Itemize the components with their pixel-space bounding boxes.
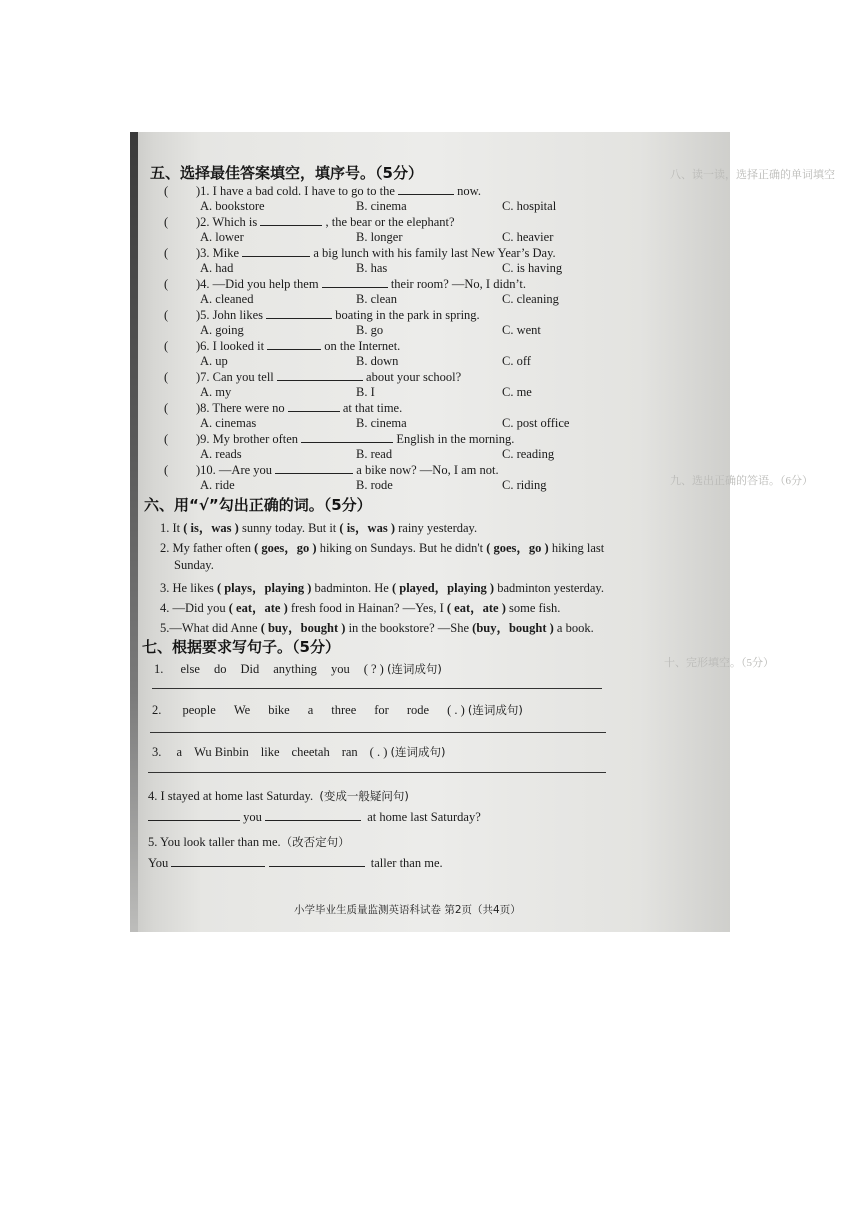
answer-word: at home last Saturday? xyxy=(367,810,481,824)
option-a: A. ride xyxy=(200,478,235,492)
sentence-text: rainy yesterday. xyxy=(394,521,478,535)
option-b: B. down xyxy=(356,354,399,368)
check-item-3 xyxy=(160,578,604,596)
answer-paren[interactable]: ( xyxy=(164,246,169,260)
mc-question-4 xyxy=(164,277,526,292)
answer-paren[interactable]: ( xyxy=(164,308,169,322)
word-choice[interactable]: ( buy，bought ) xyxy=(260,621,346,635)
scrambled-word: like xyxy=(260,745,280,759)
scrambled-word: for xyxy=(374,703,389,717)
fill-blank[interactable] xyxy=(260,225,322,226)
exam-page xyxy=(142,132,835,932)
question-stem: )10. —Are you xyxy=(196,463,273,477)
scrambled-word: people xyxy=(182,703,216,717)
option-c: C. me xyxy=(502,385,532,399)
word-choice[interactable]: ( is，was ) xyxy=(339,521,395,535)
q-number: 2. xyxy=(152,703,162,717)
question-stem: )1. I have a bad cold. I have to go to the xyxy=(196,184,395,198)
mc-question-2 xyxy=(164,215,455,230)
sentence-text: hiking last xyxy=(548,541,605,555)
sentence-text: 2. My father often xyxy=(160,541,255,555)
sentence-text: some fish. xyxy=(505,601,561,615)
question-stem: )4. —Did you help them xyxy=(196,277,319,291)
answer-paren[interactable]: ( xyxy=(164,215,169,229)
word-choice[interactable]: ( plays，playing ) xyxy=(216,581,312,595)
answer-line[interactable] xyxy=(150,732,606,733)
question-stem-end: their room? —No, I didn’t. xyxy=(390,277,526,291)
sentence-text: 5.—What did Anne xyxy=(160,621,261,635)
mc-question-3 xyxy=(164,246,556,261)
question-stem-end: a bike now? —No, I am not. xyxy=(356,463,499,477)
answer-paren[interactable]: ( xyxy=(164,277,169,291)
mc-question-1 xyxy=(164,184,481,199)
instruction-hint: (变成一般疑问句) xyxy=(319,789,409,803)
option-a: A. going xyxy=(200,323,244,337)
q-number: 3. xyxy=(152,745,162,759)
option-b: B. cinema xyxy=(356,416,407,430)
question-stem-end: boating in the park in spring. xyxy=(335,308,480,322)
s7-q2 xyxy=(152,702,523,718)
scrambled-word: ( ? ) xyxy=(363,662,384,676)
question-stem-end: at that time. xyxy=(342,401,403,415)
option-b: B. clean xyxy=(356,292,397,306)
question-stem-end: , the bear or the elephant? xyxy=(325,215,455,229)
sentence-text: 1. It xyxy=(160,521,184,535)
fill-blank[interactable] xyxy=(277,380,363,381)
mc-question-10 xyxy=(164,463,499,478)
instruction-hint: (连词成句) xyxy=(390,745,446,759)
sentence-text: badminton. He xyxy=(311,581,392,595)
answer-word: taller than me. xyxy=(370,856,443,870)
mc-question-8 xyxy=(164,401,402,416)
sentence-text: 4. —Did you xyxy=(160,601,229,615)
fill-blank[interactable] xyxy=(242,256,310,257)
question-stem: )3. Mike xyxy=(196,246,240,260)
answer-paren[interactable]: ( xyxy=(164,463,169,477)
mc-question-6 xyxy=(164,339,400,354)
scrambled-word: cheetah xyxy=(291,745,330,759)
option-c: C. is having xyxy=(502,261,563,275)
sentence-text: sunny today. But it xyxy=(238,521,340,535)
answer-blank[interactable] xyxy=(269,866,365,867)
check-item-5 xyxy=(160,618,594,636)
question-stem: )8. There were no xyxy=(196,401,285,415)
option-a: A. had xyxy=(200,261,234,275)
scrambled-words xyxy=(165,703,468,717)
sentence-text: hiking on Sundays. But he didn't xyxy=(316,541,487,555)
photo-shadow-edge xyxy=(130,132,138,932)
fill-blank[interactable] xyxy=(288,411,340,412)
fill-blank[interactable] xyxy=(267,349,321,350)
answer-line[interactable] xyxy=(152,688,602,689)
word-choice[interactable]: ( played，playing ) xyxy=(391,581,495,595)
option-b: B. read xyxy=(356,447,393,461)
question-stem-end: now. xyxy=(457,184,481,198)
s7-q3 xyxy=(152,744,445,760)
option-b: B. cinema xyxy=(356,199,407,213)
instruction-hint: (连词成句) xyxy=(467,703,523,717)
scrambled-word: Wu Binbin xyxy=(194,745,249,759)
option-b: B. has xyxy=(356,261,388,275)
check-item-1 xyxy=(160,518,477,536)
scrambled-word: you xyxy=(330,662,350,676)
section-7-title: 七、根据要求写句子。（5分） xyxy=(142,638,340,656)
answer-paren[interactable]: ( xyxy=(164,184,169,198)
option-a: A. cleaned xyxy=(200,292,254,306)
question-text: 5. You look taller than me. xyxy=(148,835,281,849)
option-b: B. longer xyxy=(356,230,403,244)
instruction-hint: （改否定句） xyxy=(280,835,350,849)
scrambled-word: a xyxy=(307,703,314,717)
word-choice[interactable]: (buy，bought ) xyxy=(472,621,554,635)
scrambled-word: three xyxy=(331,703,357,717)
scrambled-word: else xyxy=(180,662,200,676)
scrambled-words xyxy=(167,662,387,676)
scrambled-word: Did xyxy=(240,662,260,676)
fill-blank[interactable] xyxy=(266,318,332,319)
fill-blank[interactable] xyxy=(301,442,393,443)
fill-blank[interactable] xyxy=(322,287,388,288)
sentence-text: fresh food in Hainan? —Yes, I xyxy=(287,601,447,615)
instruction-hint: (连词成句) xyxy=(386,662,442,676)
answer-paren[interactable]: ( xyxy=(164,401,169,415)
option-b: B. I xyxy=(356,385,375,399)
option-a: A. up xyxy=(200,354,228,368)
option-b: B. rode xyxy=(356,478,393,492)
check-item-2-continued: Sunday. xyxy=(174,558,214,572)
show-through-text: 九、选出正确的答语。（6分） xyxy=(670,475,813,487)
option-c: C. off xyxy=(502,354,531,368)
answer-word: you xyxy=(243,810,262,824)
question-stem-end: on the Internet. xyxy=(324,339,401,353)
option-c: C. post office xyxy=(502,416,570,430)
show-through-text: 八、读一读，选择正确的单词填空 xyxy=(670,169,835,181)
question-stem: )9. My brother often xyxy=(196,432,299,446)
scrambled-word: We xyxy=(233,703,251,717)
scrambled-words xyxy=(165,745,391,759)
page-footer: 小学毕业生质量监测英语科试卷 第2页（共4页） xyxy=(294,904,521,916)
option-b: B. go xyxy=(356,323,384,337)
scrambled-word: ( . ) xyxy=(447,703,465,717)
question-stem: )6. I looked it xyxy=(196,339,265,353)
question-stem: )5. John likes xyxy=(196,308,264,322)
question-text: 4. I stayed at home last Saturday. xyxy=(148,789,314,803)
scrambled-word: anything xyxy=(273,662,317,676)
option-c: C. cleaning xyxy=(502,292,559,306)
answer-paren[interactable]: ( xyxy=(164,370,169,384)
option-c: C. reading xyxy=(502,447,555,461)
s7-q4 xyxy=(148,788,409,804)
s7-q5 xyxy=(148,834,350,850)
question-stem: )7. Can you tell xyxy=(196,370,274,384)
s7-q1 xyxy=(154,661,442,677)
show-through-text: 十、完形填空。（5分） xyxy=(664,657,774,669)
option-a: A. lower xyxy=(200,230,244,244)
scrambled-word: ( . ) xyxy=(369,745,388,759)
fill-blank[interactable] xyxy=(275,473,353,474)
check-item-2 xyxy=(160,538,604,556)
option-a: A. my xyxy=(200,385,232,399)
word-choice[interactable]: ( goes，go ) xyxy=(254,541,317,555)
q-number: 1. xyxy=(154,662,164,676)
option-a: A. reads xyxy=(200,447,242,461)
option-c: C. heavier xyxy=(502,230,554,244)
scrambled-word: a xyxy=(176,745,183,759)
s7-q4-answer xyxy=(148,810,481,825)
scrambled-word: ran xyxy=(341,745,358,759)
sentence-text: a book. xyxy=(553,621,594,635)
fill-blank[interactable] xyxy=(398,194,454,195)
answer-paren[interactable]: ( xyxy=(164,432,169,446)
mc-question-7 xyxy=(164,370,461,385)
section-5-title: 五、选择最佳答案填空，填序号。（5分） xyxy=(150,164,423,182)
section-6-title: 六、用“√”勾出正确的词。（5分） xyxy=(144,496,372,514)
option-a: A. cinemas xyxy=(200,416,257,430)
exam-photo xyxy=(130,132,835,932)
mc-question-5 xyxy=(164,308,480,323)
question-stem: )2. Which is xyxy=(196,215,258,229)
sentence-text: 3. He likes xyxy=(160,581,217,595)
word-choice[interactable]: ( eat，ate ) xyxy=(228,601,288,615)
option-c: C. hospital xyxy=(502,199,557,213)
answer-blank[interactable] xyxy=(171,866,265,867)
sentence-text: badminton yesterday. xyxy=(494,581,604,595)
option-c: C. went xyxy=(502,323,541,337)
word-choice[interactable]: ( eat，ate ) xyxy=(446,601,506,615)
scrambled-word: do xyxy=(213,662,227,676)
answer-blank[interactable] xyxy=(265,820,361,821)
word-choice[interactable]: ( goes，go ) xyxy=(486,541,549,555)
answer-word: You xyxy=(148,856,169,870)
mc-question-9 xyxy=(164,432,514,447)
sentence-text: in the bookstore? —She xyxy=(345,621,473,635)
question-stem-end: about your school? xyxy=(366,370,462,384)
option-c: C. riding xyxy=(502,478,547,492)
question-stem-end: a big lunch with his family last New Year’s Day. xyxy=(313,246,556,260)
scrambled-word: rode xyxy=(406,703,430,717)
question-stem-end: English in the morning. xyxy=(396,432,515,446)
answer-blank[interactable] xyxy=(148,820,240,821)
s7-q5-answer xyxy=(148,856,443,871)
answer-line[interactable] xyxy=(148,772,606,773)
answer-paren[interactable]: ( xyxy=(164,339,169,353)
option-a: A. bookstore xyxy=(200,199,265,213)
scrambled-word: bike xyxy=(268,703,290,717)
word-choice[interactable]: ( is，was ) xyxy=(183,521,239,535)
check-item-4 xyxy=(160,598,560,616)
